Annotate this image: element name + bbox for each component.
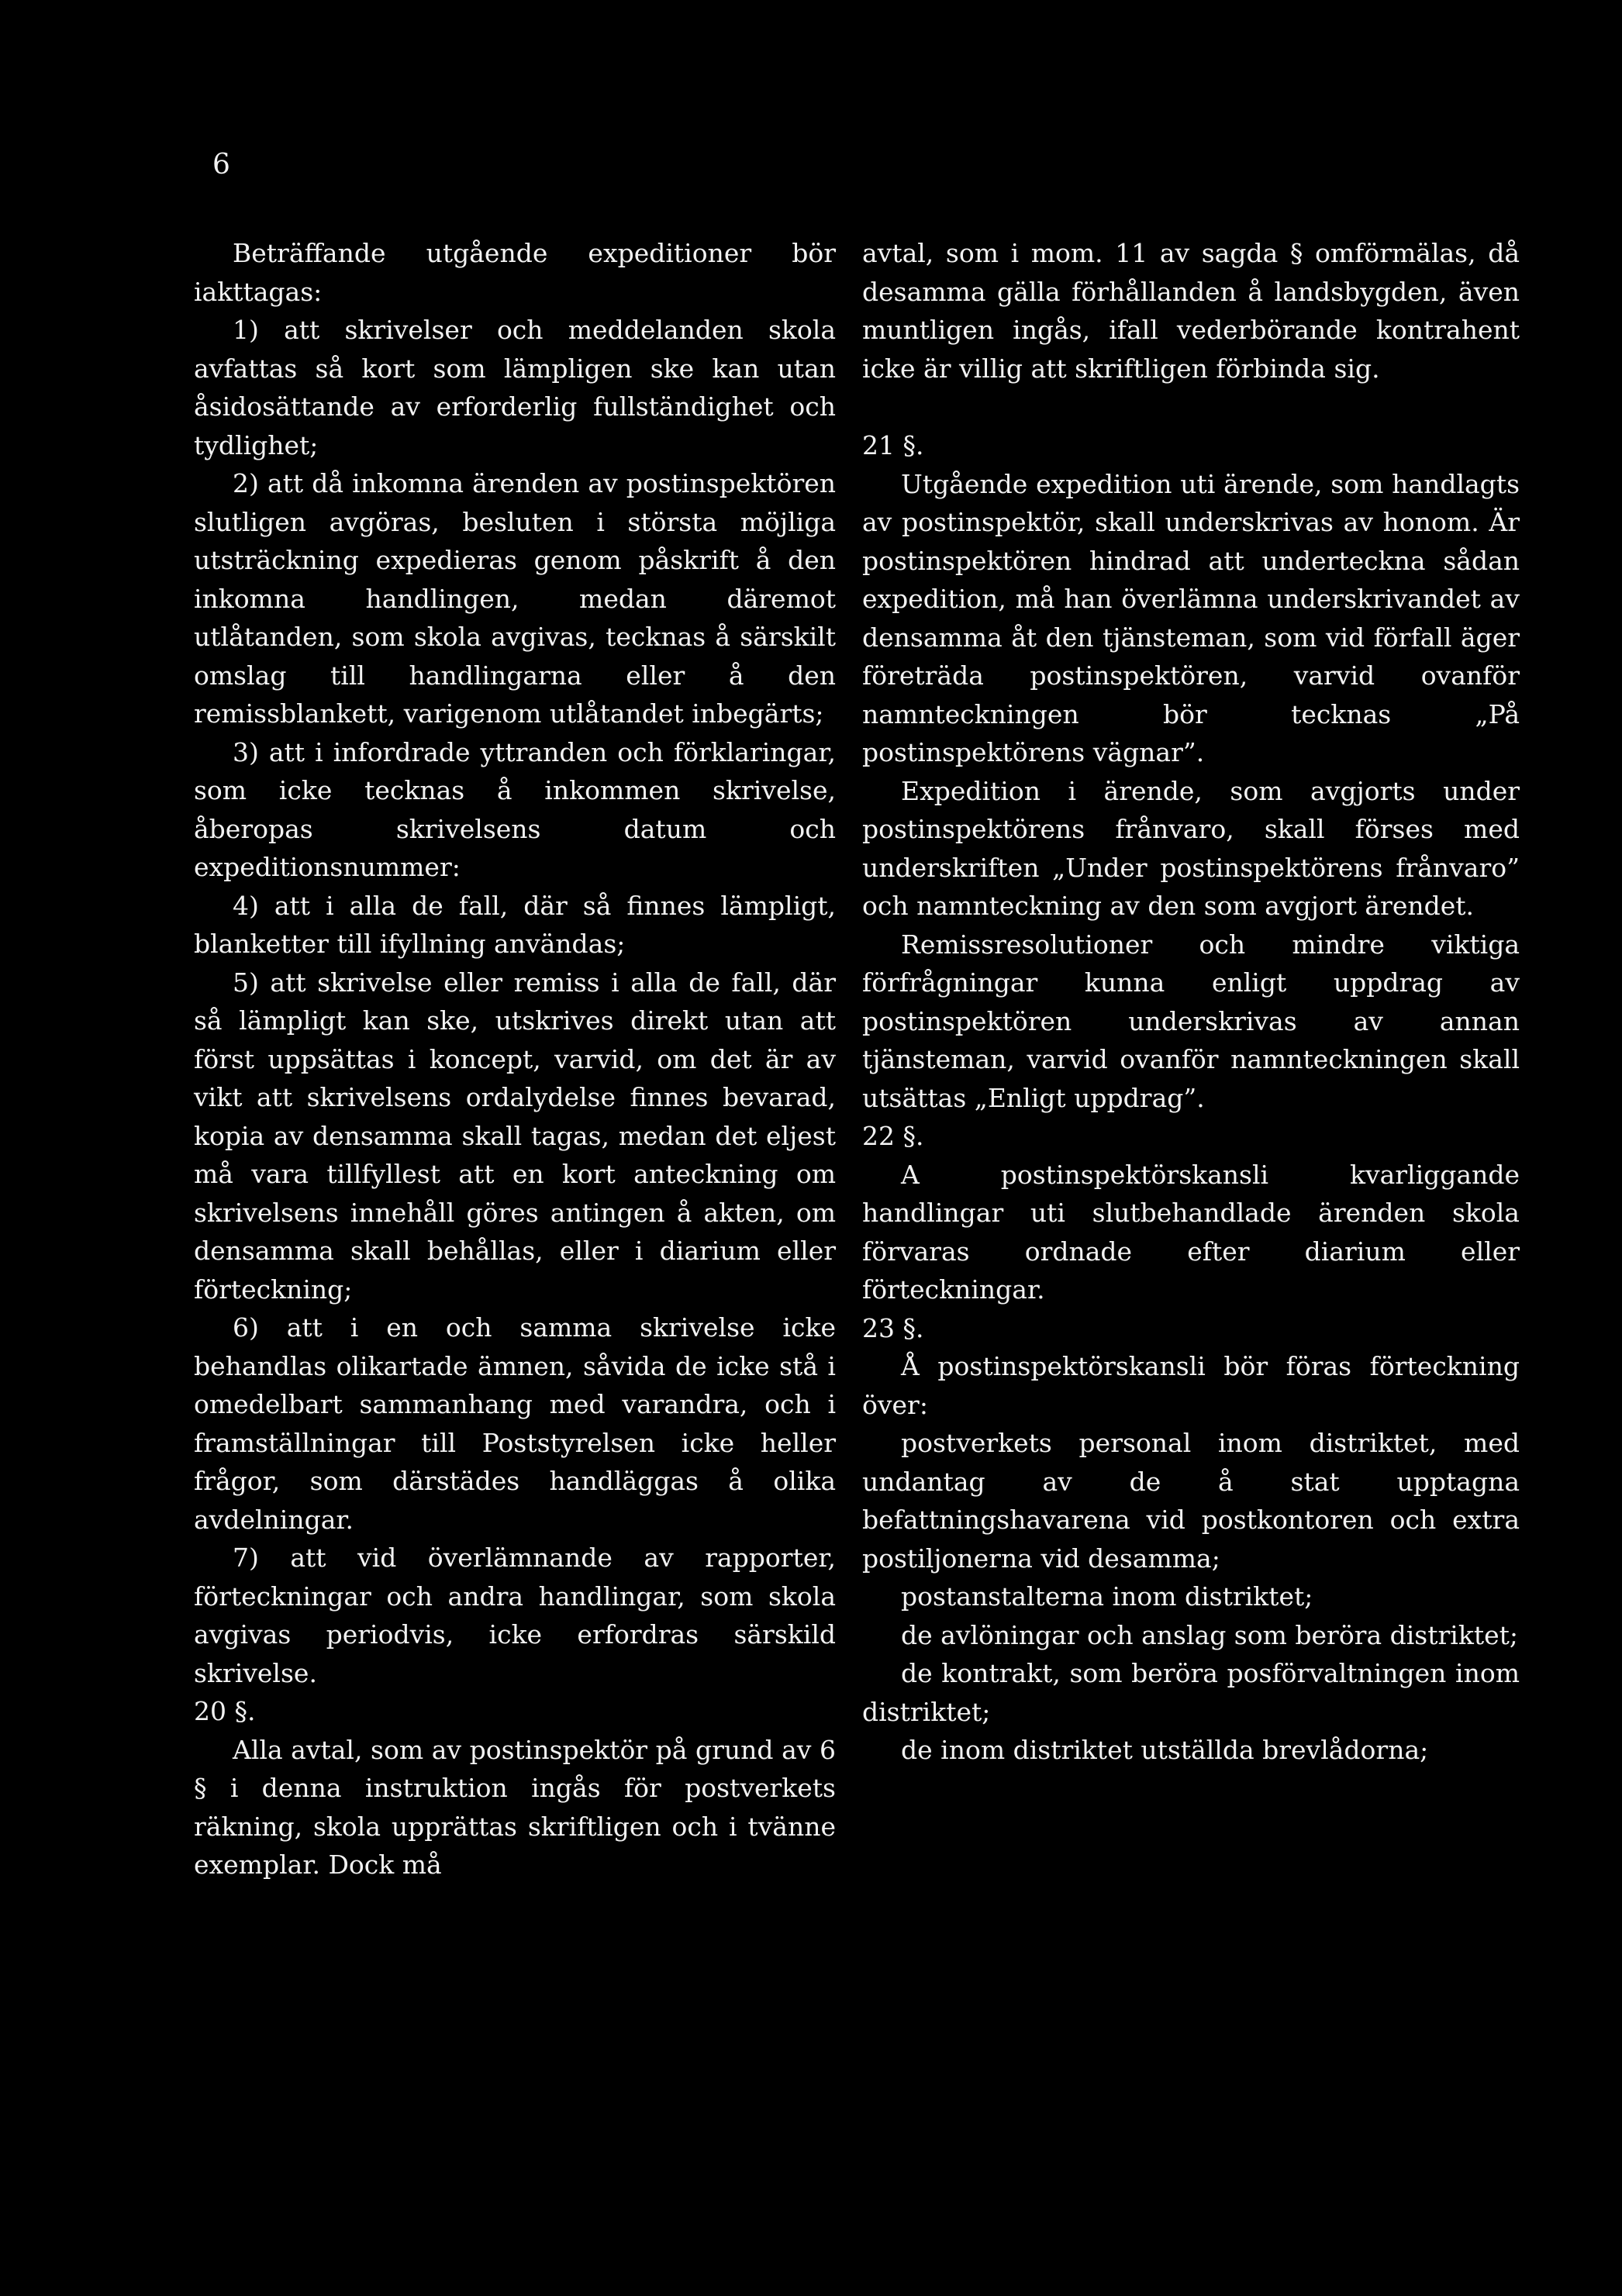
section-23-heading: 23 §. <box>862 1312 924 1343</box>
list-item: 1) att skrivelser och meddelanden skola avfattas så kort som lämpligen ske kan utan åsidosättande av erforderlig fullständighet och tydlighet; <box>194 315 836 460</box>
continuation-paragraph: avtal, som i mom. 11 av sagda § omförmälas, då desamma gälla förhållanden å landsbygden, även muntligen ingås, ifall vederbörande kontrahent icke är villig att skriftligen förbinda sig. <box>862 238 1520 384</box>
list-item: postanstalterna inom distriktet; <box>901 1581 1313 1612</box>
section-20-heading: 20 §. <box>194 1696 256 1726</box>
section-21-paragraph: Expedition i ärende, som avgjorts under postinspektörens frånvaro, skall förses med underskriften „Under postinspektörens frånvaro” och namnteckning av den som avgjort ärendet. <box>862 775 1520 921</box>
section-21-heading: 21 §. <box>862 430 924 460</box>
list-item: 3) att i infordrade yttranden och förklaringar, som icke tecknas å inkommen skrivelse, åberopas skrivelsens datum och expeditionsnummer: <box>194 736 836 882</box>
right-column <box>862 234 1520 1770</box>
page-number: 6 <box>212 149 231 181</box>
section-22-text: A postinspektörskansli kvarliggande handlingar uti slutbehandlade ärenden skola förvaras ordnade efter diarium eller förteckningar. <box>862 1159 1520 1305</box>
list-item: 5) att skrivelse eller remiss i alla de fall, där så lämpligt kan ske, utskrives direkt utan att först uppsättas i koncept, varvid, om det är av vikt att skrivelsens ordalydelse finnes bevarad, kopia av densamma skall tagas, medan det eljest må vara tillfyllest att en kort anteckning om skrivelsens innehåll göres antingen å akten, om densamma skall behållas, eller i diarium eller förteckning; <box>194 967 836 1305</box>
section-21-paragraph: Utgående expedition uti ärende, som handlagts av postinspektör, skall underskrivas av honom. Är postinspektören hindrad att underteckna sådan expedition, må han överlämna underskrivandet av densamma åt den tjänsteman, som vid förfall äger företräda postinspektören, varvid ovanför namnteckningen bör tecknas „På postinspektörens vägnar”. <box>862 468 1520 767</box>
section-21-paragraph: Remissresolutioner och mindre viktiga förfrågningar kunna enligt uppdrag av postinspektören underskrivas av annan tjänsteman, varvid ovanför namnteckningen skall utsättas „Enligt uppdrag”. <box>862 929 1520 1113</box>
section-23-intro: Å postinspektörskansli bör föras förteckning över: <box>862 1351 1520 1420</box>
intro-paragraph: Beträffande utgående expeditioner bör iakttagas: <box>194 238 836 307</box>
list-item: 4) att i alla de fall, där så finnes lämpligt, blanketter till ifyllning användas; <box>194 890 836 959</box>
list-item: 6) att i en och samma skrivelse icke behandlas olikartade ämnen, såvida de icke stå i omedelbart sammanhang med varandra, och i framställningar till Poststyrelsen icke heller frågor, som därstädes handläggas å olika avdelningar. <box>194 1312 836 1535</box>
list-item: de avlöningar och anslag som beröra distriktet; <box>901 1619 1518 1650</box>
section-20-text: Alla avtal, som av postinspektör på grund av 6 § i denna instruktion ingås för postverkets räkning, skola upprättas skriftligen och i tvänne exemplar. Dock må <box>194 1734 836 1880</box>
list-item: de inom distriktet utställda brevlådorna; <box>901 1735 1429 1765</box>
list-item: 2) att då inkomna ärenden av postinspektören slutligen avgöras, besluten i största möjliga utsträckning expedieras genom påskrift å den inkomna handlingen, medan däremot utlåtanden, som skola avgivas, tecknas å särskilt omslag till handlingarna eller å den remissblankett, varigenom utlåtandet inbegärts; <box>194 468 836 729</box>
list-item: postverkets personal inom distriktet, med undantag av de å stat upptagna befattningshavarena vid postkontoren och extra postiljonerna vid desamma; <box>862 1428 1520 1574</box>
list-item: de kontrakt, som beröra posförvaltningen inom distriktet; <box>862 1658 1520 1727</box>
left-column <box>194 234 836 1884</box>
section-22-heading: 22 §. <box>862 1121 924 1151</box>
list-item: 7) att vid överlämnande av rapporter, förteckningar och andra handlingar, som skola avgivas periodvis, icke erfordras särskild skrivelse. <box>194 1543 836 1688</box>
